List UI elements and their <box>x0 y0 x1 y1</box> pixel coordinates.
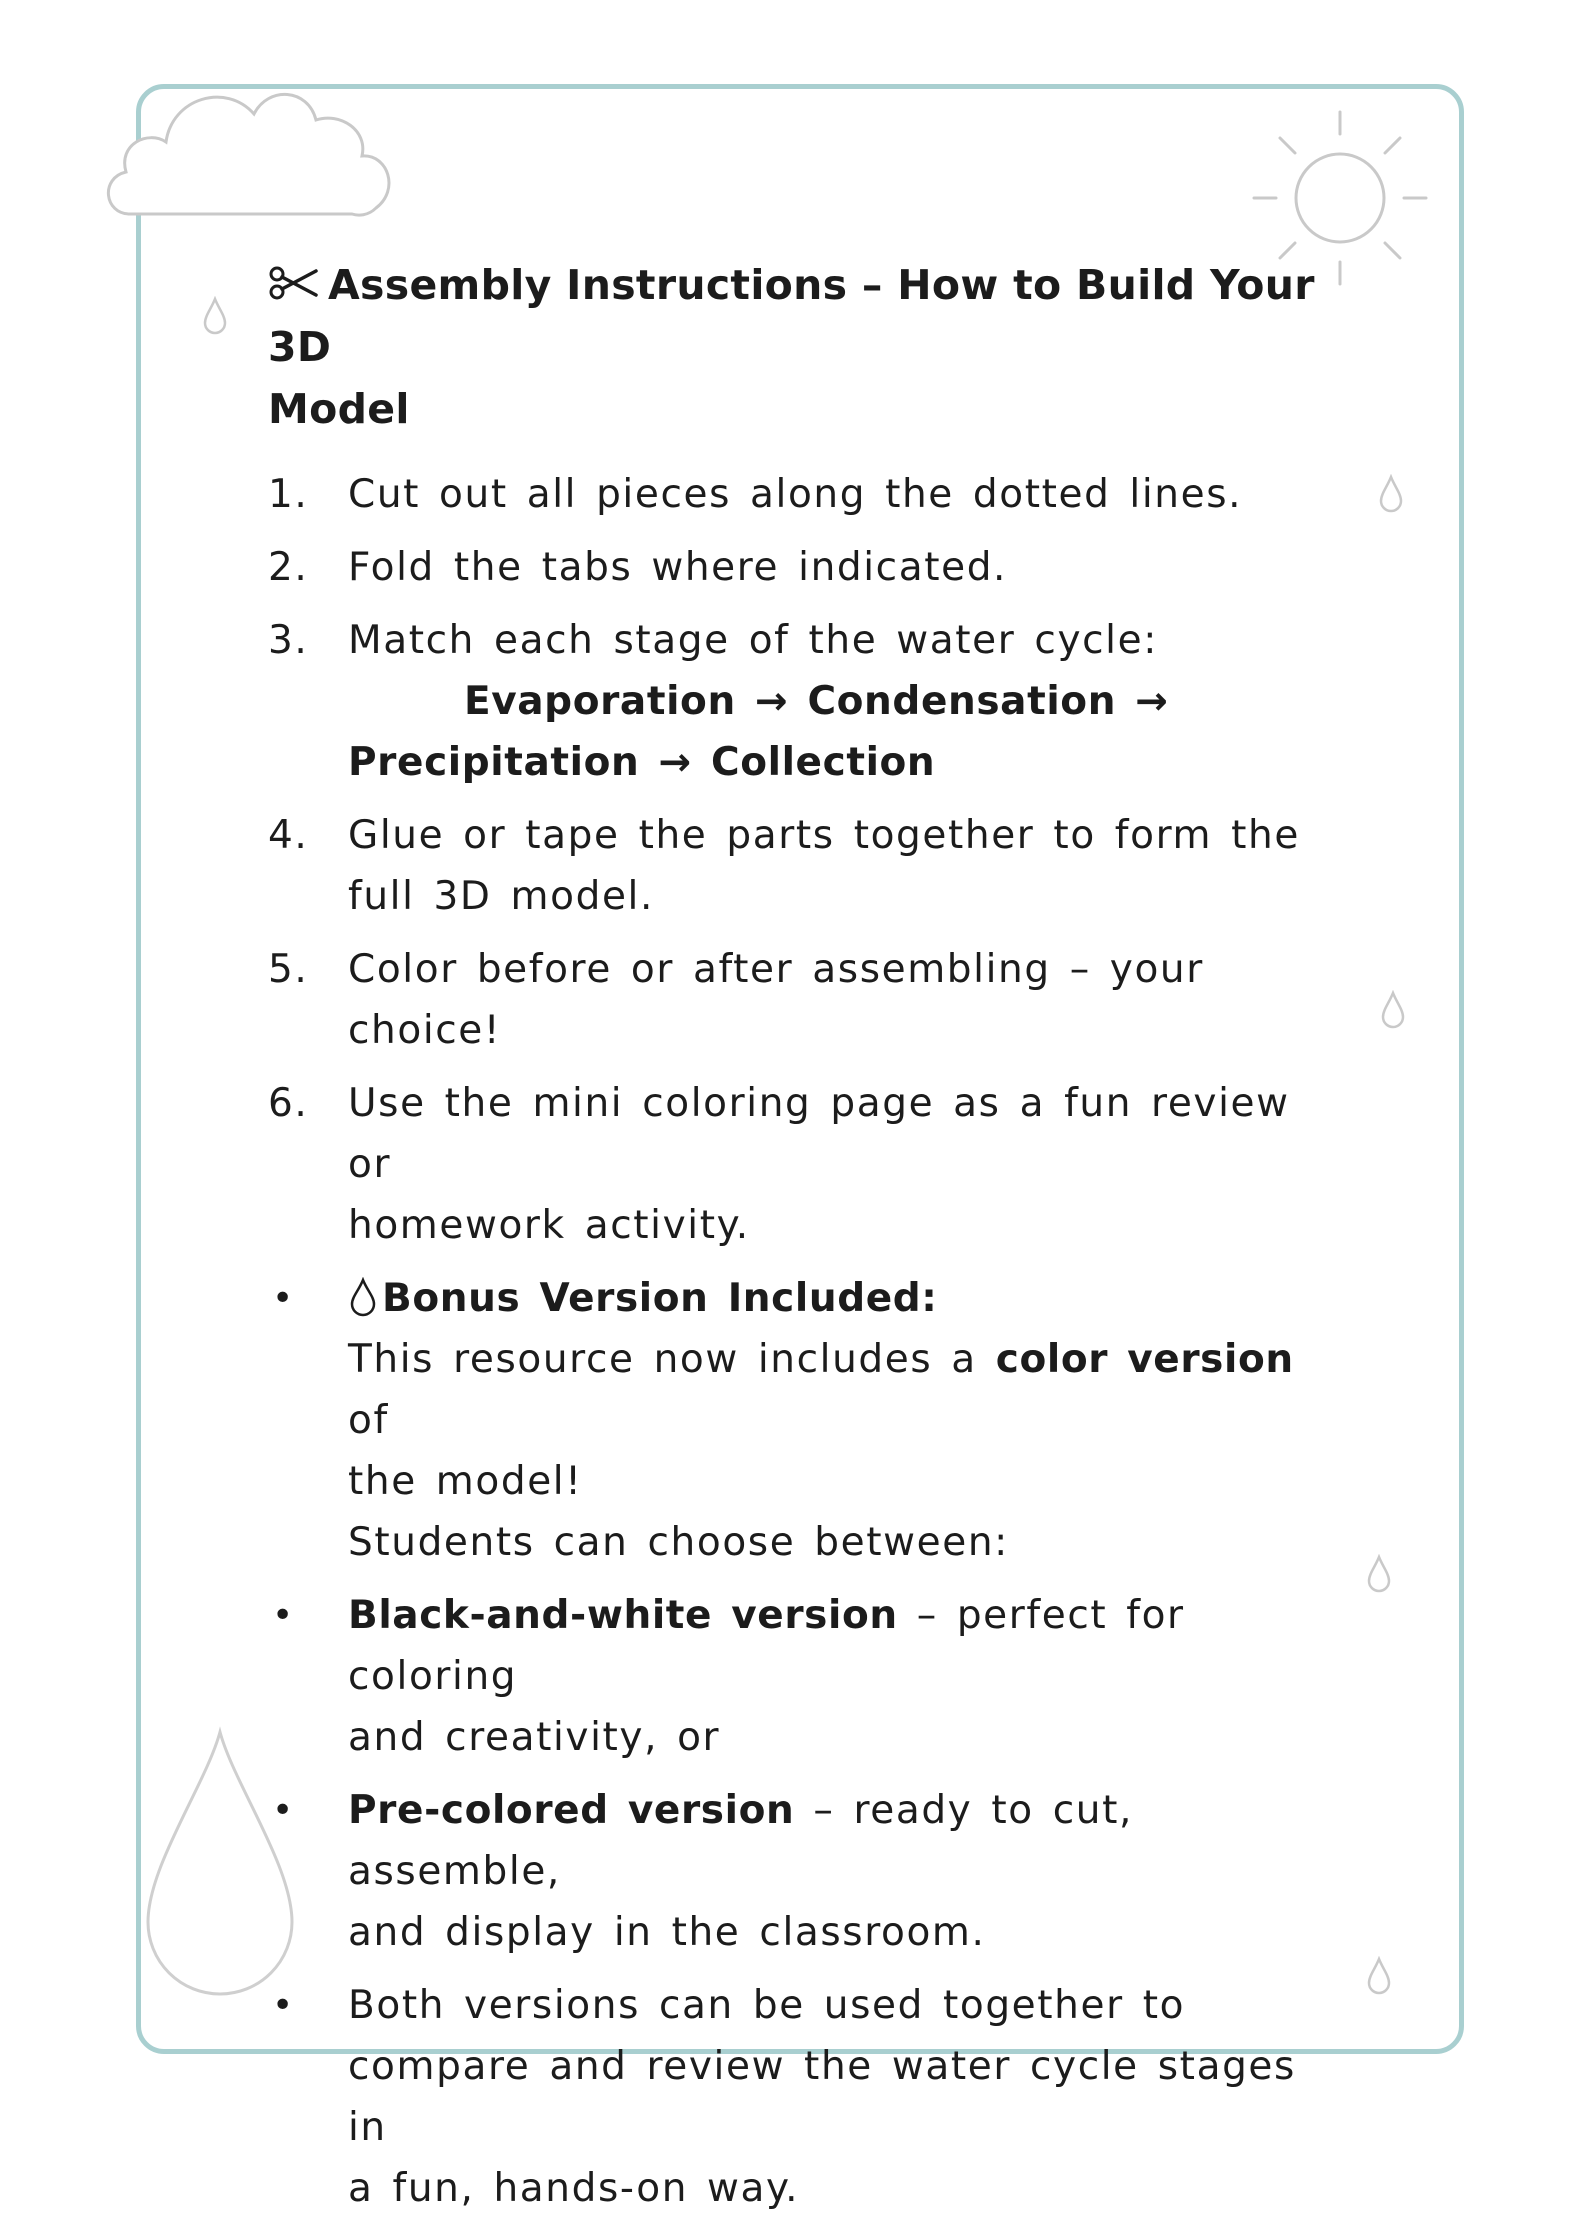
option-text: and creativity, or <box>348 1715 721 1760</box>
bonus-text-end: of <box>348 1398 389 1443</box>
step-text: Glue or tape the parts together to form the <box>348 813 1300 858</box>
step-number: 4. <box>268 813 309 858</box>
bonus-heading <box>348 1268 1348 1329</box>
water-cycle-stages: Evaporation → Condensation → <box>464 679 1169 724</box>
page-title <box>268 254 1318 440</box>
step-item <box>268 1073 1348 1256</box>
scissors-icon <box>268 265 320 301</box>
option-text <box>348 1780 1348 1902</box>
step-number: 6. <box>268 1081 309 1126</box>
step-text: Fold the tabs where indicated. <box>348 545 1008 590</box>
option-text: a fun, hands-on way. <box>348 2166 800 2211</box>
water-cycle-stages: Precipitation → Collection <box>348 740 936 785</box>
water-drop-icon <box>1366 1956 1392 1996</box>
option-item <box>268 1585 1348 1768</box>
step-number: 2. <box>268 545 309 590</box>
step-number: 3. <box>268 618 309 663</box>
bonus-heading-text: Bonus Version Included: <box>382 1276 938 1321</box>
bonus-text-bold: color version <box>995 1337 1294 1382</box>
bullet: • <box>272 1278 295 1319</box>
step-item <box>268 537 1348 598</box>
step-text: homework activity. <box>348 1203 750 1248</box>
step-item <box>268 805 1348 927</box>
option-text: and display in the classroom. <box>348 1910 986 1955</box>
bullet: • <box>272 1790 295 1831</box>
bonus-item <box>268 1268 1348 1573</box>
option-text <box>348 1585 1348 1707</box>
water-drop-icon <box>1378 474 1404 514</box>
bullet: • <box>272 1985 295 2026</box>
option-item <box>268 1975 1348 2219</box>
bonus-text: the model! <box>348 1459 583 1504</box>
water-drop-icon <box>1380 990 1406 1030</box>
instructions-list <box>268 464 1348 2231</box>
bonus-text: Students can choose between: <box>348 1520 1009 1565</box>
step-text: Match each stage of the water cycle: <box>348 618 1158 663</box>
bonus-text <box>348 1329 1348 1451</box>
option-name: Black-and-white version <box>348 1593 898 1638</box>
step-text: Use the mini coloring page as a fun review or <box>348 1081 1290 1187</box>
step-text: choice! <box>348 1008 502 1053</box>
step-text: full 3D model. <box>348 874 654 919</box>
water-drop-icon <box>202 296 228 336</box>
step-item <box>268 610 1348 793</box>
option-description: – ready to cut, assemble, <box>348 1788 1133 1894</box>
water-drop-icon <box>348 1277 378 1317</box>
option-name: Pre-colored version <box>348 1788 795 1833</box>
cloud-icon <box>96 44 416 224</box>
bullet: • <box>272 1595 295 1636</box>
step-number: 1. <box>268 472 309 517</box>
option-text: Both versions can be used together to <box>348 1983 1186 2028</box>
title-line-1: Assembly Instructions – How to Build Your 3D <box>268 261 1315 371</box>
water-drop-icon <box>1366 1554 1392 1594</box>
step-text: Cut out all pieces along the dotted lines. <box>348 472 1243 517</box>
step-number: 5. <box>268 947 309 992</box>
option-item <box>268 1780 1348 1963</box>
title-line-2: Model <box>268 385 410 433</box>
option-description: – perfect for coloring <box>348 1593 1185 1699</box>
step-text: Color before or after assembling – your <box>348 947 1204 992</box>
step-item <box>268 939 1348 1061</box>
bonus-text-start: This resource now includes a <box>348 1337 996 1382</box>
option-text: compare and review the water cycle stages in <box>348 2044 1296 2150</box>
step-item <box>268 464 1348 525</box>
